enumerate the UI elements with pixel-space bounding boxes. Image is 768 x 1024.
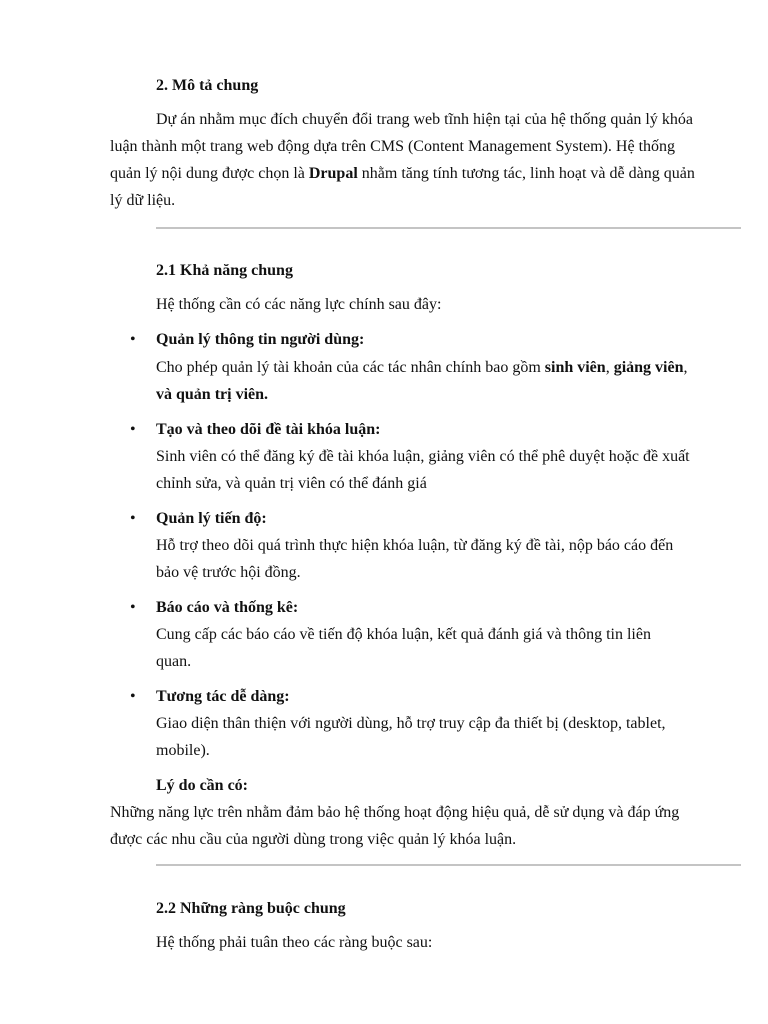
intro-text-drupal: Drupal <box>308 165 358 182</box>
bullet-marker: • <box>130 331 136 348</box>
bullet-1-sep: , <box>605 359 614 376</box>
bullet-marker: • <box>130 510 136 527</box>
bullet-1-bold-admin: và quản trị viên. <box>156 386 269 403</box>
section-2-1-heading: 2.1 Khả năng chung <box>156 262 293 279</box>
section-2-2-intro: Hệ thống phải tuân theo các ràng buộc sau: <box>156 934 433 951</box>
bullet-2-desc: Sinh viên có thể đăng ký đề tài khóa luận, giảng viên có thể phê duyệt hoặc đề xuất chỉnh sửa, và quản trị viên có thể đánh giá <box>156 448 690 492</box>
bullet-1-desc-text: Cho phép quản lý tài khoản của các tác nhân chính bao gồm <box>156 359 545 376</box>
section-2-heading: 2. Mô tả chung <box>156 77 259 94</box>
bullet-marker: • <box>130 599 136 616</box>
intro-text-part-1: Dự án nhằm mục đích chuyển đổi trang web tĩnh hiện tại của hệ thống quản lý khóa luận thành một trang web động dựa trên CMS (Content Management System). Hệ thống quản lý nội dung được chọn là <box>110 111 693 182</box>
bullet-1-desc <box>156 354 696 408</box>
bullet-3-desc: Hỗ trợ theo dõi quá trình thực hiện khóa luận, từ đăng ký đề tài, nộp báo cáo đến bảo vệ trước hội đồng. <box>156 537 674 581</box>
reason-label: Lý do cần có: <box>156 777 248 794</box>
bullet-1-bold-lecturer: giảng viên <box>613 359 684 376</box>
intro-text-part-2: nhằm tăng tính tương tác, linh hoạt và dễ dàng quản lý dữ liệu. <box>110 165 695 209</box>
bullet-1-bold-student: sinh viên <box>544 359 606 376</box>
bullet-1-title: Quản lý thông tin người dùng: <box>156 331 365 348</box>
bullet-marker: • <box>130 688 136 705</box>
bullet-1-sep-2: , <box>683 359 688 376</box>
bullet-4-title: Báo cáo và thống kê: <box>156 599 299 616</box>
section-2-2-heading: 2.2 Những ràng buộc chung <box>156 900 346 917</box>
section-2-1-intro: Hệ thống cần có các năng lực chính sau đây: <box>156 296 442 313</box>
divider-2 <box>156 864 741 866</box>
bullet-4-desc: Cung cấp các báo cáo về tiến độ khóa luận, kết quả đánh giá và thông tin liên quan. <box>156 626 651 670</box>
bullet-5-title: Tương tác dễ dàng: <box>156 688 290 705</box>
section-2-intro-paragraph <box>110 106 695 214</box>
bullet-3-title: Quản lý tiến độ: <box>156 510 267 527</box>
reason-text: Những năng lực trên nhằm đảm bảo hệ thống hoạt động hiệu quả, dễ sử dụng và đáp ứng được các nhu cầu của người dùng trong việc quản lý khóa luận. <box>110 804 680 848</box>
divider-1 <box>156 227 741 229</box>
bullet-2-title: Tạo và theo dõi đề tài khóa luận: <box>156 421 381 438</box>
bullet-marker: • <box>130 421 136 438</box>
bullet-5-desc: Giao diện thân thiện với người dùng, hỗ trợ truy cập đa thiết bị (desktop, tablet, mobile). <box>156 715 666 759</box>
